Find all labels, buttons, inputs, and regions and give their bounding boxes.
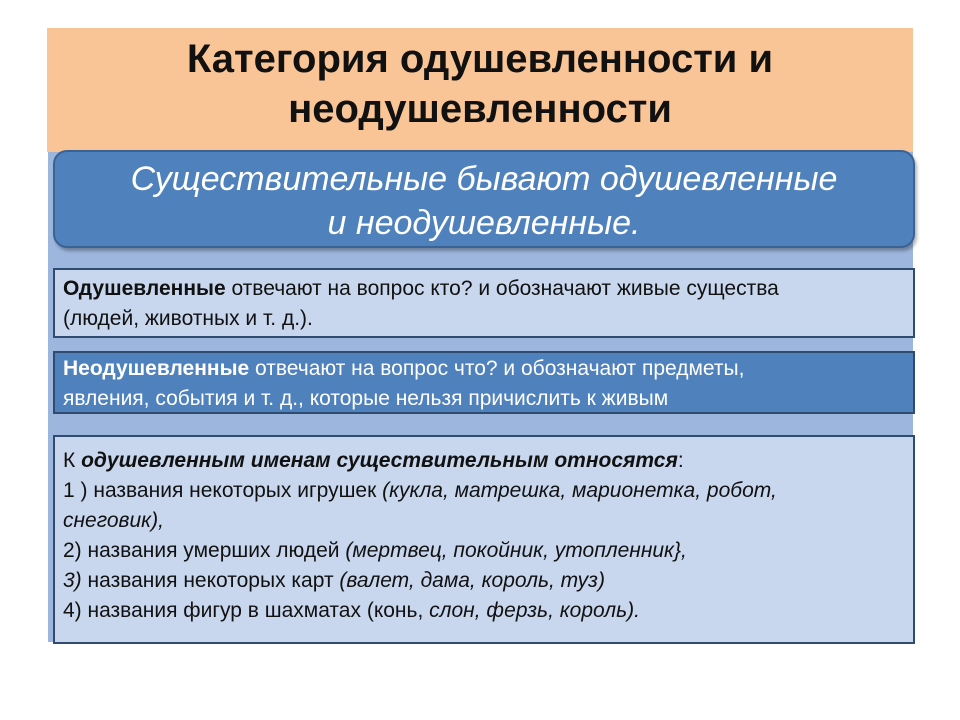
- slide-title: [47, 34, 913, 134]
- item-3-number: 3): [63, 569, 82, 592]
- list-intro-prefix: К: [63, 449, 82, 472]
- subtitle: [53, 157, 915, 245]
- item-1-text: 1 ) названия некоторых игрушек: [63, 479, 383, 502]
- item-3-examples: (валет, дама, король, туз): [339, 569, 605, 592]
- item-2-text: 2) названия умерших людей: [63, 539, 346, 562]
- subtitle-line-2: и неодушевленные.: [327, 204, 641, 242]
- item-2-examples: (мертвец, покойник, утопленник},: [345, 539, 687, 562]
- item-4-text: 4) названия фигур в шахматах (конь,: [63, 599, 430, 622]
- animate-line-1: [63, 274, 908, 304]
- item-1-examples: (кукла, матрешка, марионетка, робот,: [382, 479, 777, 502]
- item-4-examples: слон, ферзь, король).: [429, 599, 640, 622]
- animate-definition: [63, 274, 908, 334]
- title-line-1: Категория одушевленности и: [186, 37, 774, 81]
- inanimate-definition: [63, 354, 908, 414]
- item-3-text: названия некоторых карт: [81, 569, 340, 592]
- inanimate-line-1: [63, 354, 908, 384]
- list-item-2: [63, 536, 908, 566]
- list-item-3: [63, 566, 908, 596]
- item-1-examples-cont: снеговик),: [63, 509, 164, 532]
- subtitle-line-1: Существительные бывают одушевленные: [130, 160, 838, 198]
- list-intro: [63, 446, 908, 476]
- list-item-1-cont: [63, 506, 908, 536]
- list-intro-emphasis: одушевленным именам существительным относятся: [81, 449, 678, 472]
- list-item-1: [63, 476, 908, 506]
- animate-line-2: (людей, животных и т. д.).: [63, 307, 313, 330]
- animate-term: Одушевленные: [63, 277, 226, 300]
- inanimate-line-2: явления, события и т. д., которые нельзя причислить к живым: [63, 387, 669, 410]
- animate-line-1-rest: отвечают на вопрос кто? и обозначают живые существа: [225, 277, 779, 300]
- list-item-4: [63, 596, 908, 626]
- title-line-2: неодушевленности: [288, 87, 672, 131]
- inanimate-line-1-rest: отвечают на вопрос что? и обозначают предметы,: [249, 357, 745, 380]
- inanimate-term: Неодушевленные: [63, 357, 250, 380]
- list-intro-suffix: :: [677, 449, 684, 472]
- examples-list: [63, 446, 908, 626]
